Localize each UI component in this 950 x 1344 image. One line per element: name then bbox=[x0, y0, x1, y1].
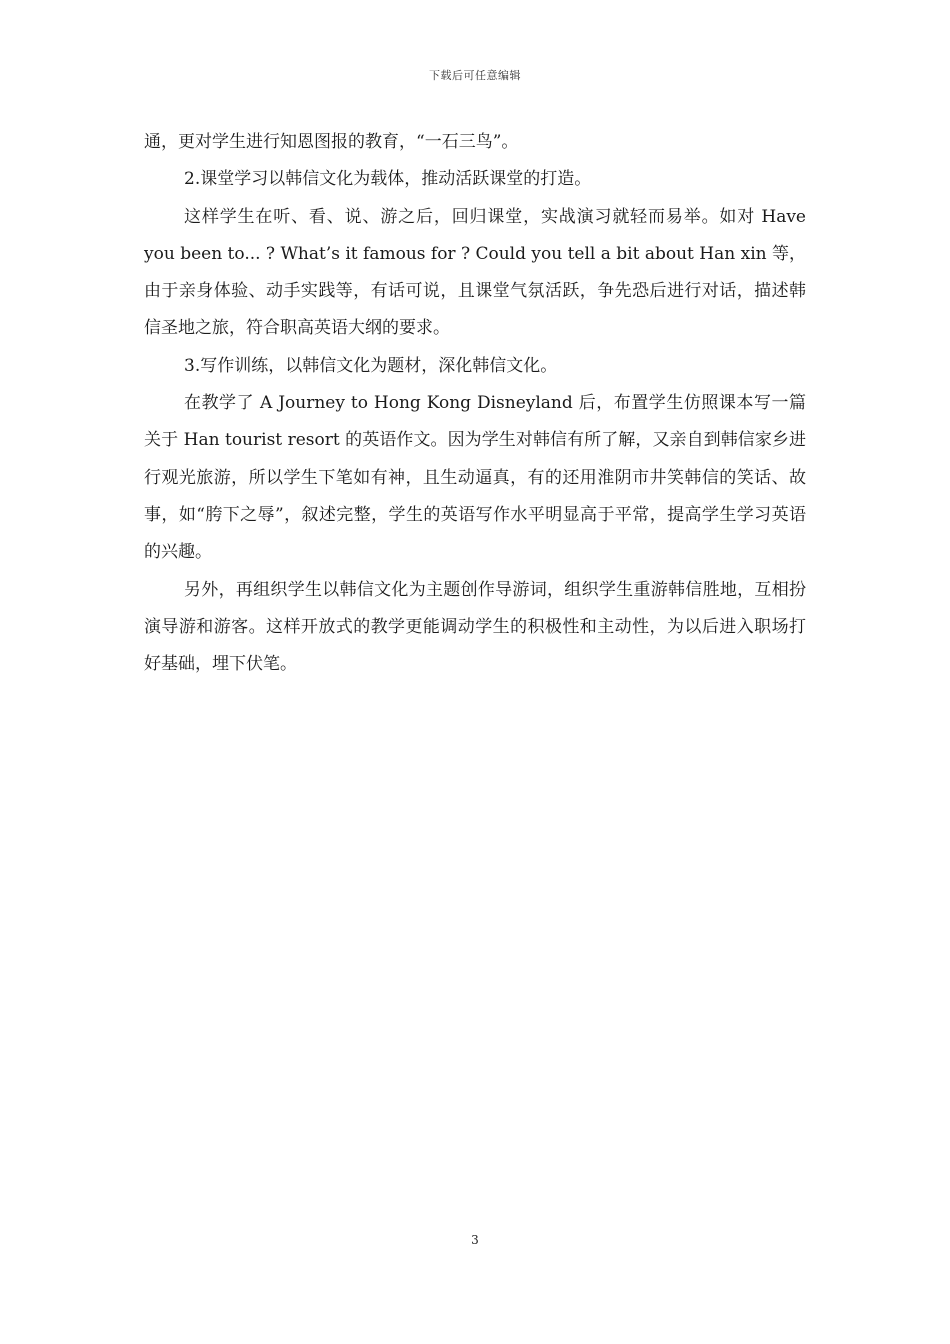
paragraph-6: 另外，再组织学生以韩信文化为主题创作导游词，组织学生重游韩信胜地，互相扮演导游和游客。这样开放式的教学更能调动学生的积极性和主动性，为以后进入职场打好基础，埋下伏笔。 bbox=[144, 579, 806, 675]
paragraph-4-heading: 3.写作训练，以韩信文化为题材，深化韩信文化。 bbox=[184, 355, 558, 376]
paragraph-5: 在教学了 A Journey to Hong Kong Disneyland 后，布置学生仿照课本写一篇关于 Han tourist resort 的英语作文。因为学生对韩信有所了解，又亲自到韩信家乡进行观光旅游，所以学生下笔如有神，且生动逼真，有的还用淮阴市井笑韩信的笑话、故事，如“胯下之辱”，叙述完整，学生的英语写作水平明显高于平常，提高学生学习英语的兴趣。 bbox=[144, 393, 806, 563]
page-header: 下载后可任意编辑 bbox=[429, 69, 521, 82]
paragraph-1: 通，更对学生进行知恩图报的教育，“一石三鸟”。 bbox=[144, 132, 519, 152]
page-number: 3 bbox=[471, 1233, 479, 1247]
paragraph-2-heading: 2.课堂学习以韩信文化为载体，推动活跃课堂的打造。 bbox=[184, 169, 592, 190]
body-text bbox=[144, 124, 806, 683]
paragraph-3: 这样学生在听、看、说、游之后，回归课堂，实战演习就轻而易举。如对 Have you been to... ? What’s it famous for ? Could you tell a bit about Han xin 等，由于亲身体验、动手实践等，有话可说，且课堂气氛活跃，争先恐后进行对话，描述韩信圣地之旅，符合职高英语大纲的要求。 bbox=[144, 206, 806, 339]
